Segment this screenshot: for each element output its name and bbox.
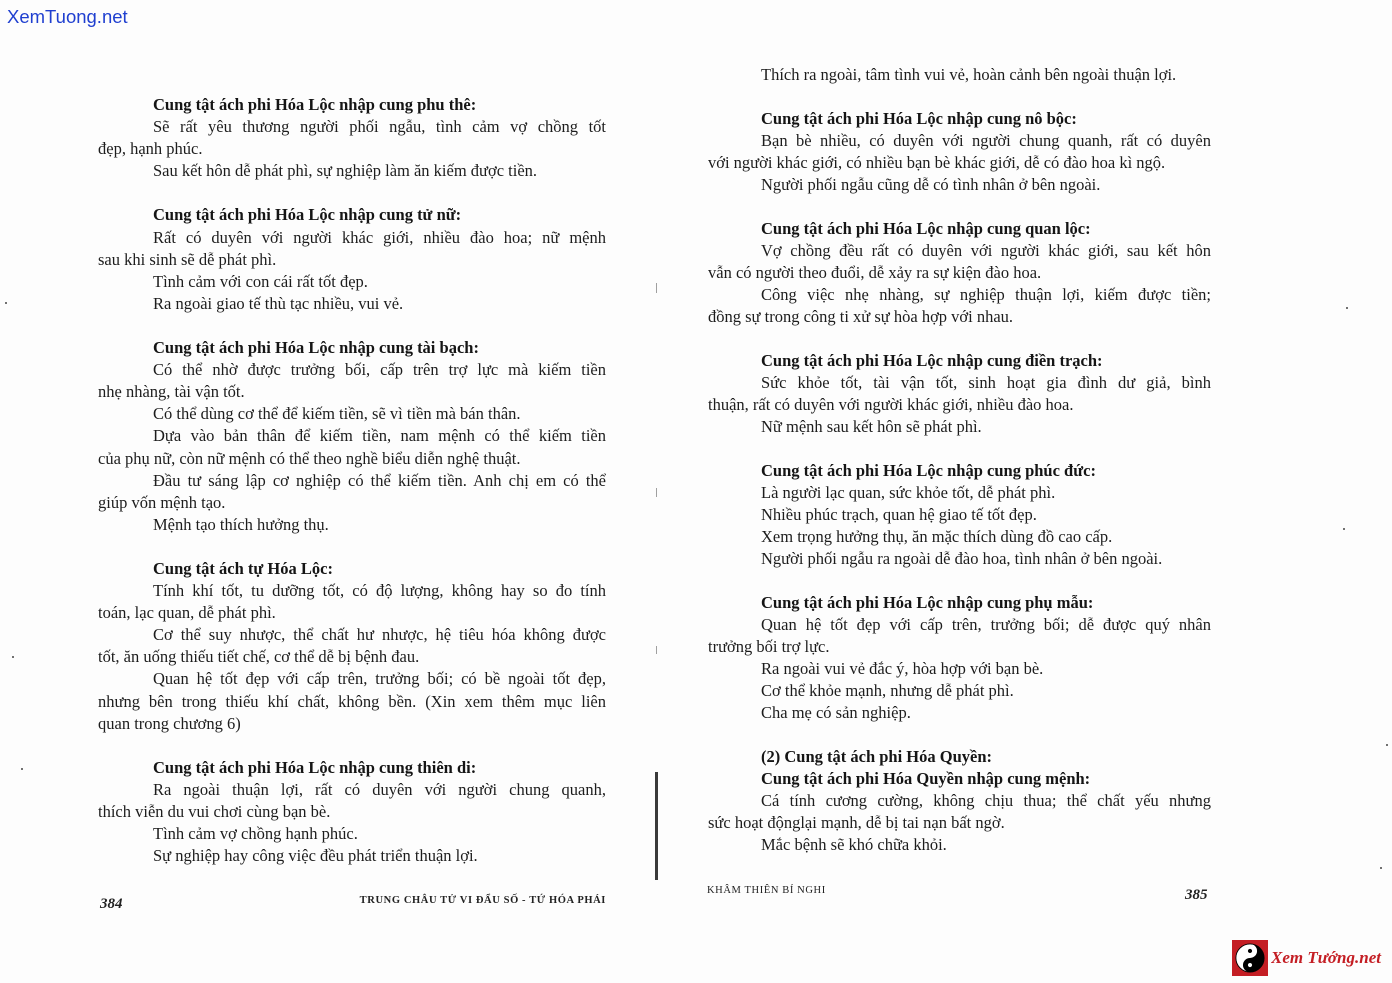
paragraph-line: Bạn bè nhiều, có duyên với người chung quanh, rất có duyên bbox=[761, 131, 1211, 150]
paragraph bbox=[708, 790, 1211, 834]
paragraph-line: Công việc nhẹ nhàng, sự nghiệp thuận lợi, kiếm được tiền; bbox=[761, 285, 1211, 304]
paragraph-line: Có thể nhờ được trưởng bối, cấp trên trợ lực mà kiếm tiền bbox=[153, 360, 606, 380]
page-number-left: 384 bbox=[100, 896, 123, 912]
section-heading: Cung tật ách phi Hóa Lộc nhập cung phu thê: bbox=[153, 95, 477, 114]
logo-wordmark: Xem Tướng.net bbox=[1271, 948, 1381, 967]
paragraph bbox=[98, 293, 606, 315]
paragraph bbox=[708, 614, 1211, 658]
paragraph-line: tốt, ăn uống thiếu tiết chế, cơ thể dễ bị bệnh đau. bbox=[98, 647, 420, 667]
scan-speck bbox=[1380, 867, 1382, 869]
paragraph-line: Mắc bệnh sẽ khó chữa khỏi. bbox=[761, 835, 947, 854]
paragraph bbox=[98, 116, 606, 160]
section bbox=[708, 218, 1211, 328]
right-page-text bbox=[708, 64, 1211, 856]
paragraph bbox=[708, 548, 1211, 570]
paragraph bbox=[98, 580, 606, 624]
section-heading: Cung tật ách phi Hóa Lộc nhập cung điền trạch: bbox=[761, 351, 1103, 370]
paragraph-line: với người khác giới, có nhiều bạn bè khác giới, dễ có đào hoa kì ngộ. bbox=[708, 153, 1166, 172]
paragraph-line: Mệnh tạo thích hưởng thụ. bbox=[153, 514, 329, 534]
paragraph-line: sức hoạt độnglại mạnh, dễ bị tai nạn bất ngờ. bbox=[708, 813, 1005, 832]
paragraph-line: Dựa vào bản thân để kiếm tiền, nam mệnh có thể kiếm tiền bbox=[153, 426, 606, 446]
section bbox=[98, 757, 606, 867]
section-heading: Cung tật ách phi Hóa Lộc nhập cung nô bộc: bbox=[761, 109, 1077, 128]
paragraph-line: Sau kết hôn dễ phát phì, sự nghiệp làm ăn kiếm được tiền. bbox=[153, 161, 538, 181]
paragraph bbox=[708, 130, 1211, 174]
paragraph-line: Sự nghiệp hay công việc đều phát triển thuận lợi. bbox=[153, 846, 478, 866]
section bbox=[708, 746, 1211, 856]
paragraph-line: Nữ mệnh sau kết hôn sẽ phát phì. bbox=[761, 417, 982, 436]
paragraph bbox=[708, 680, 1211, 702]
scan-speck bbox=[21, 768, 23, 770]
paragraph-line: Tình cảm vợ chồng hạnh phúc. bbox=[153, 824, 358, 844]
paragraph bbox=[98, 514, 606, 536]
scan-speck bbox=[12, 656, 14, 658]
paragraph bbox=[708, 834, 1211, 856]
paragraph-line: Quan hệ tốt đẹp với cấp trên, trưởng bối; có bề ngoài tốt đẹp, bbox=[153, 669, 606, 689]
running-title-right: KHÂM THIÊN BÍ NGHI bbox=[707, 885, 826, 896]
section-heading: Cung tật ách tự Hóa Lộc: bbox=[153, 558, 333, 578]
paragraph bbox=[98, 845, 606, 867]
section bbox=[98, 337, 606, 536]
paragraph-line: Cha mẹ có sản nghiệp. bbox=[761, 703, 911, 722]
paragraph-line: Ra ngoài vui vẻ đắc ý, hòa hợp với bạn bè. bbox=[761, 659, 1044, 678]
paragraph bbox=[98, 668, 606, 734]
section bbox=[708, 592, 1211, 724]
running-title-left: TRUNG CHÂU TỬ VI ĐẨU SỐ - TỨ HÓA PHÁI bbox=[359, 895, 606, 906]
paragraph bbox=[98, 779, 606, 823]
gutter-mark bbox=[656, 283, 657, 293]
paragraph-line: Ra ngoài thuận lợi, rất có duyên với người chung quanh, bbox=[153, 779, 606, 799]
paragraph-line: giúp vốn mệnh tạo. bbox=[98, 492, 226, 512]
paragraph-line: Cơ thể khỏe mạnh, nhưng dễ phát phì. bbox=[761, 681, 1014, 700]
paragraph-line: Tính khí tốt, tu dưỡng tốt, có độ lượng, không hay so đo tính bbox=[153, 581, 606, 601]
paragraph bbox=[708, 64, 1211, 86]
section bbox=[98, 204, 606, 314]
paragraph-line: Rất có duyên với người khác giới, nhiều đào hoa; nữ mệnh bbox=[153, 227, 606, 247]
paragraph-line: Ra ngoài giao tế thù tạc nhiều, vui vẻ. bbox=[153, 293, 404, 313]
paragraph bbox=[98, 470, 606, 514]
site-logo bbox=[1232, 940, 1390, 976]
paragraph bbox=[98, 359, 606, 403]
gutter-shadow bbox=[655, 772, 658, 880]
paragraph-line: thích viễn du vui chơi cùng bạn bè. bbox=[98, 802, 331, 821]
section-heading: Cung tật ách phi Hóa Lộc nhập cung tài bạch: bbox=[153, 338, 479, 358]
paragraph-line: Vợ chồng đều rất có duyên với người khác giới, sau kết hôn bbox=[761, 241, 1211, 260]
paragraph-line: sau khi sinh sẽ dễ phát phì. bbox=[98, 249, 277, 269]
paragraph-line: Người phối ngẫu cũng dễ có tình nhân ở bên ngoài. bbox=[761, 175, 1101, 194]
paragraph bbox=[708, 174, 1211, 196]
section-heading: Cung tật ách phi Hóa Lộc nhập cung thiên di: bbox=[153, 757, 477, 777]
paragraph-line: Xem trọng hưởng thụ, ăn mặc thích dùng đồ cao cấp. bbox=[761, 527, 1113, 546]
left-page-text bbox=[98, 94, 606, 867]
paragraph bbox=[708, 482, 1211, 504]
paragraph bbox=[708, 526, 1211, 548]
scan-speck bbox=[1386, 744, 1388, 746]
section bbox=[708, 64, 1211, 86]
paragraph-line: Cơ thể suy nhược, thể chất hư nhược, hệ tiêu hóa không được bbox=[153, 625, 606, 645]
paragraph-line: Sức khỏe tốt, tài vận tốt, sinh hoạt gia đình dư giả, bình bbox=[761, 373, 1211, 392]
section bbox=[98, 558, 606, 735]
paragraph-line: Thích ra ngoài, tâm tình vui vẻ, hoàn cảnh bên ngoài thuận lợi. bbox=[761, 65, 1177, 84]
paragraph bbox=[98, 403, 606, 425]
paragraph-line: Người phối ngẫu ra ngoài dễ đào hoa, tình nhân ở bên ngoài. bbox=[761, 549, 1163, 568]
paragraph bbox=[98, 227, 606, 271]
section bbox=[98, 94, 606, 182]
paragraph bbox=[98, 271, 606, 293]
paragraph-line: đẹp, hạnh phúc. bbox=[98, 139, 203, 159]
paragraph bbox=[98, 823, 606, 845]
paragraph-line: toán, lạc quan, dễ phát phì. bbox=[98, 603, 276, 623]
paragraph-line: Có thể dùng cơ thể để kiếm tiền, sẽ vì tiền mà bán thân. bbox=[153, 404, 521, 424]
paragraph-line: Quan hệ tốt đẹp với cấp trên, trưởng bối; dễ được quý nhân bbox=[761, 615, 1211, 634]
section-heading: Cung tật ách phi Hóa Quyền nhập cung mệnh: bbox=[761, 769, 1091, 788]
paragraph bbox=[708, 702, 1211, 724]
paragraph bbox=[98, 624, 606, 668]
gutter-mark bbox=[656, 646, 657, 654]
paragraph-line: thuận, rất có duyên với người khác giới, nhiều đào hoa. bbox=[708, 395, 1074, 414]
section bbox=[708, 460, 1211, 570]
paragraph-line: trưởng bối trợ lực. bbox=[708, 637, 830, 656]
gutter-mark bbox=[656, 488, 657, 497]
section bbox=[708, 350, 1211, 438]
paragraph-line: Tình cảm với con cái rất tốt đẹp. bbox=[153, 271, 368, 291]
paragraph bbox=[708, 658, 1211, 680]
section-heading: (2) Cung tật ách phi Hóa Quyền: bbox=[761, 747, 993, 766]
paragraph-line: của phụ nữ, còn nữ mệnh có thể theo nghề biểu diễn nghệ thuật. bbox=[98, 448, 521, 468]
site-watermark: XemTuong.net bbox=[7, 6, 128, 27]
paragraph-line: Đầu tư sáng lập cơ nghiệp có thể kiếm tiền. Anh chị em có thể bbox=[153, 470, 606, 490]
paragraph-line: Nhiều phúc trạch, quan hệ giao tế tốt đẹp. bbox=[761, 505, 1037, 524]
paragraph bbox=[708, 416, 1211, 438]
paragraph-line: Sẽ rất yêu thương người phối ngẫu, tình cảm vợ chồng tốt bbox=[153, 117, 606, 137]
page-number-right: 385 bbox=[1185, 887, 1208, 903]
yin-yang-icon bbox=[1232, 940, 1268, 976]
paragraph-line: Là người lạc quan, sức khỏe tốt, dễ phát phì. bbox=[761, 483, 1056, 502]
paragraph bbox=[98, 425, 606, 469]
paragraph bbox=[708, 284, 1211, 328]
section-heading: Cung tật ách phi Hóa Lộc nhập cung phụ mẫu: bbox=[761, 593, 1094, 612]
paragraph-line: đồng sự trong công ti xử sự hòa hợp với nhau. bbox=[708, 307, 1014, 326]
scan-speck bbox=[1346, 307, 1348, 309]
paragraph-line: vẫn có người theo đuổi, dễ xảy ra sự kiện đào hoa. bbox=[708, 263, 1042, 282]
paragraph-line: quan trong chương 6) bbox=[98, 713, 241, 733]
paragraph bbox=[98, 160, 606, 182]
section-heading: Cung tật ách phi Hóa Lộc nhập cung phúc đức: bbox=[761, 461, 1096, 480]
paragraph-line: nhẹ nhàng, tài vận tốt. bbox=[98, 382, 245, 402]
paragraph-line: Cá tính cương cường, không chịu thua; thể chất yếu nhưng bbox=[761, 791, 1211, 810]
section bbox=[708, 108, 1211, 196]
paragraph bbox=[708, 372, 1211, 416]
paragraph bbox=[708, 240, 1211, 284]
paragraph bbox=[708, 504, 1211, 526]
section-heading: Cung tật ách phi Hóa Lộc nhập cung tử nữ: bbox=[153, 205, 462, 225]
scan-speck bbox=[5, 302, 7, 304]
section-heading: Cung tật ách phi Hóa Lộc nhập cung quan lộc: bbox=[761, 219, 1091, 238]
scan-speck bbox=[1343, 528, 1345, 530]
paragraph-line: nhưng bên trong thiếu khí chất, không bền. (Xin xem thêm mục liên bbox=[98, 691, 606, 711]
